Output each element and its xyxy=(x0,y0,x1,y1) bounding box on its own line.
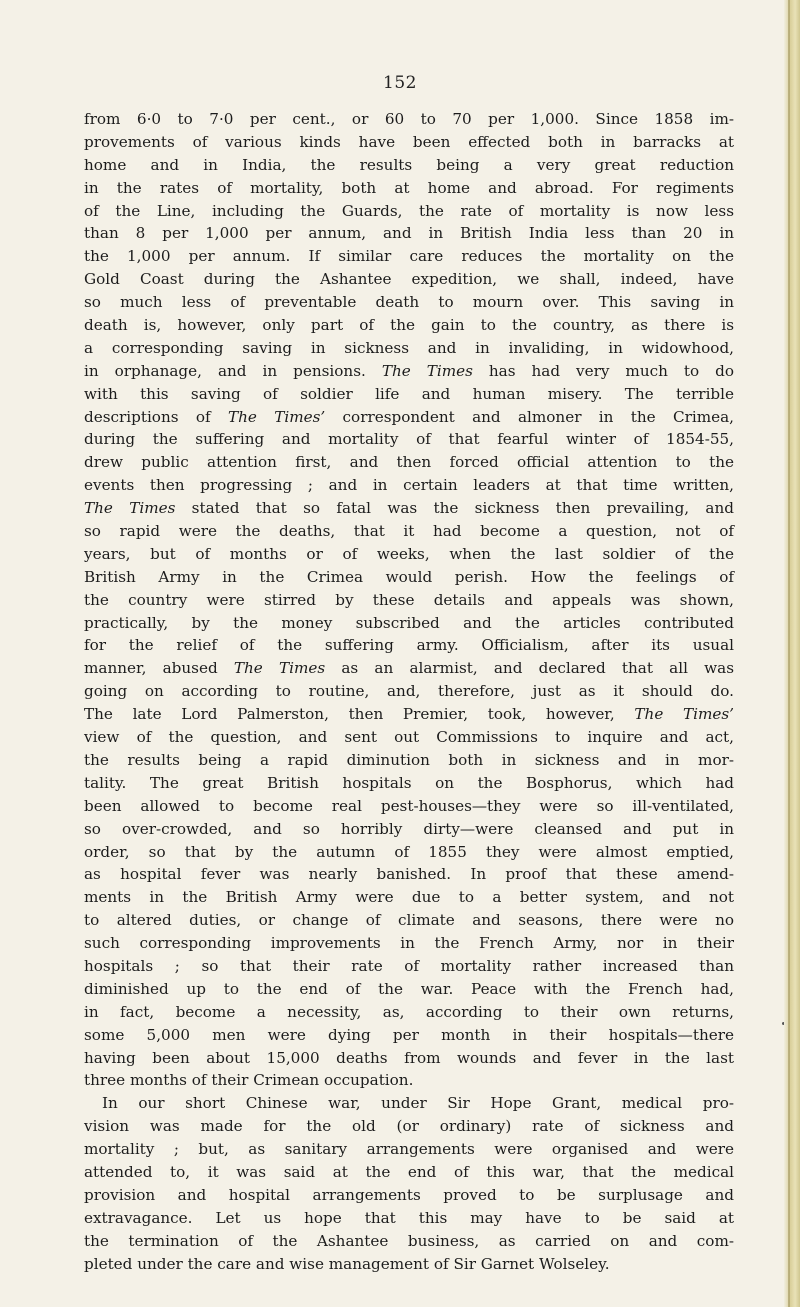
text-line: some 5,000 men were dying per month in their hospitals—there xyxy=(84,1025,734,1044)
text-line: Gold Coast during the Ashantee expedition, we shall, indeed, have xyxy=(84,270,734,289)
text-line: the results being a rapid diminution both in sickness and in mor- xyxy=(84,750,734,769)
text-line: practically, by the money subscribed and the articles contributed xyxy=(84,613,734,632)
text-line: the country were stirred by these details and appeals was shown, xyxy=(84,590,734,609)
text-line: in orphanage, and in pensions. The Times has had very much to do xyxy=(84,361,734,380)
newspaper-title: The Times xyxy=(233,659,326,678)
text-line: hospitals ; so that their rate of mortality rather increased than xyxy=(84,956,734,975)
text-line: having been about 15,000 deaths from wounds and fever in the last xyxy=(84,1048,734,1067)
text-line: attended to, it was said at the end of this war, that the medical xyxy=(84,1162,734,1181)
text-line: the 1,000 per annum. If similar care reduces the mortality on the xyxy=(84,247,734,266)
text-line: In our short Chinese war, under Sir Hope Grant, medical pro- xyxy=(102,1094,734,1113)
text-line: in fact, become a necessity, as, according to their own returns, xyxy=(84,1002,734,1021)
text-line: three months of their Crimean occupation. xyxy=(84,1071,414,1090)
text-line: extravagance. Let us hope that this may have to be said at xyxy=(84,1208,734,1227)
text-line: order, so that by the autumn of 1855 they were almost emptied, xyxy=(84,842,734,861)
text-line: so over-crowded, and so horribly dirty—were cleansed and put in xyxy=(84,819,734,838)
text-line: a corresponding saving in sickness and in invaliding, in widowhood, xyxy=(84,338,734,357)
text-line: so much less of preventable death to mourn over. This saving in xyxy=(84,293,734,312)
text-line: drew public attention first, and then forced official attention to the xyxy=(84,453,734,472)
text-line: for the relief of the suffering army. Officialism, after its usual xyxy=(84,636,734,655)
text-line: as hospital fever was nearly banished. In proof that these amend- xyxy=(84,865,734,884)
text-line: with this saving of soldier life and human misery. The terrible xyxy=(84,384,734,403)
text-line: the termination of the Ashantee business, as carried on and com- xyxy=(84,1231,734,1250)
newspaper-title: The Times xyxy=(84,499,176,518)
text-line: ments in the British Army were due to a better system, and not xyxy=(84,888,734,907)
newspaper-title: The Times’ xyxy=(227,407,326,426)
text-line: to altered duties, or change of climate and seasons, there were no xyxy=(84,911,734,930)
text-line: provements of various kinds have been effected both in barracks at xyxy=(84,132,734,151)
text-line: events then progressing ; and in certain leaders at that time written, xyxy=(84,476,734,495)
text-line: been allowed to become real pest-houses—they were so ill-ventilated, xyxy=(84,796,734,815)
text-line: The Times stated that so fatal was the sickness then prevailing, and xyxy=(84,499,734,518)
text-line: so rapid were the deaths, that it had become a question, not of xyxy=(84,522,734,541)
text-line: death is, however, only part of the gain to the country, as there is xyxy=(84,316,734,335)
text-line: going on according to routine, and, therefore, just as it should do. xyxy=(84,682,734,701)
text-line: manner, abused The Times as an alarmist, and declared that all was xyxy=(84,659,734,678)
text-line: years, but of months or of weeks, when the last soldier of the xyxy=(84,544,734,563)
text-line: British Army in the Crimea would perish. How the feelings of xyxy=(84,567,734,586)
text-line: The late Lord Palmerston, then Premier, took, however, The Times’ xyxy=(84,705,734,724)
text-line: vision was made for the old (or ordinary) rate of sickness and xyxy=(84,1117,734,1136)
text-line: provision and hospital arrangements proved to be surplusage and xyxy=(84,1185,734,1204)
page-edge xyxy=(784,0,800,1307)
text-line: than 8 per 1,000 per annum, and in British India less than 20 in xyxy=(84,224,734,243)
text-line: home and in India, the results being a very great reduction xyxy=(84,155,734,174)
text-line: during the suffering and mortality of that fearful winter of 1854-55, xyxy=(84,430,734,449)
newspaper-title: The Times’ xyxy=(634,705,734,724)
text-line: diminished up to the end of the war. Peace with the French had, xyxy=(84,979,734,998)
text-line: descriptions of The Times’ correspondent and almoner in the Crimea, xyxy=(84,407,734,426)
page-number: 152 xyxy=(383,73,417,93)
text-line: view of the question, and sent out Commissions to inquire and act, xyxy=(84,728,734,747)
text-line: in the rates of mortality, both at home and abroad. For regiments xyxy=(84,178,734,197)
body-text xyxy=(84,108,734,1275)
page-edge-shadow xyxy=(788,0,790,1307)
text-line: pleted under the care and wise management of Sir Garnet Wolseley. xyxy=(84,1254,610,1273)
text-line: from 6·0 to 7·0 per cent., or 60 to 70 per 1,000. Since 1858 im- xyxy=(84,110,734,128)
newspaper-title: The Times xyxy=(381,361,473,380)
text-line: such corresponding improvements in the French Army, nor in their xyxy=(84,934,734,953)
text-line: mortality ; but, as sanitary arrangements were organised and were xyxy=(84,1140,734,1159)
text-line: of the Line, including the Guards, the rate of mortality is now less xyxy=(84,201,734,220)
text-line: tality. The great British hospitals on the Bosphorus, which had xyxy=(84,773,734,792)
